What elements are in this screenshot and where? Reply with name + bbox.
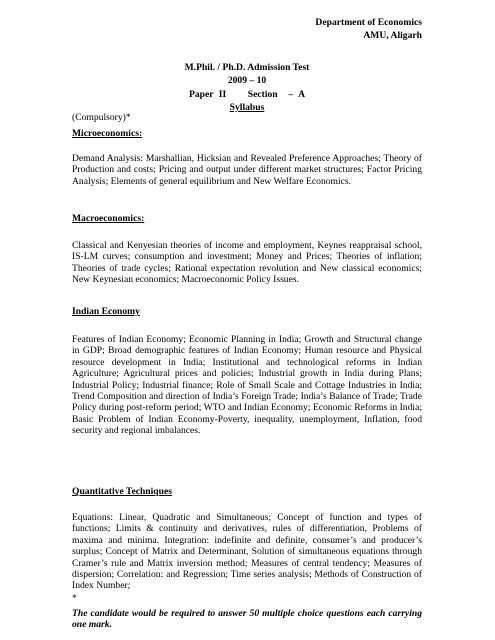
department-name: Department of Economics [315,17,422,28]
paper-section: Paper II Section – A [188,88,306,100]
test-title: M.Phil. / Ph.D. Admission Test [184,62,310,73]
section-body: Equations: Linear, Quadratic and Simultaneous; Concept of function and types of functions; Limits & continuity and derivatives, rules of differentiation, Problems of maxima and minima. Integration: indefinite and definite, consumer’s and producer’s surplus; Concept of Matrix and Determinant, Solution of simultaneous equations through Cramer’s rule and Matrix inversion method; Measures of central tendency; Measures of dispersion; Correlation: and Regression; Time series analysis; Methods of Construction of Index Number; [72,512,422,592]
department-header [315,16,422,43]
footnote-marker: * [72,593,77,604]
section-heading: Macroeconomics: [72,213,145,224]
section-indian-economy [72,306,422,317]
university-name: AMU, Aligarh [363,30,422,42]
document-title [72,61,422,115]
section-body: Features of Indian Economy; Economic Planning in India; Growth and Structural change in GDP; Broad demographic features of Indian Economy; Human resource and Physical resource development in India; Institutional and technological reforms in Indian Agriculture; Agricultural prices and policies; Industrial growth in India during Plans; Industrial Policy; Industrial finance; Role of Small Scale and Cottage Industries in India; Trend Composition and direction of India’s Foreign Trade; India’s Balance of Trade; Trade Policy during post-reform period; WTO and Indian Economy; Economic Reforms in India; Basic Problem of Indian Economy-Poverty, inequality, unemployment, Inflation, food security and regional imbalances. [72,334,422,437]
section-heading: Quantitative Techniques [72,486,172,497]
section-quantitative-techniques [72,486,422,497]
section-body: Demand Analysis: Marshallian, Hicksian and Revealed Preference Approaches; Theory of Production and costs; Pricing and output under different market structures; Factor Pricing Analysis; Elements of general equilibrium and New Welfare Economics. [72,153,422,187]
session-year: 2009 – 10 [227,75,267,87]
document-page [72,0,422,640]
section-heading: Microeconomics: [72,128,143,139]
section-body: Classical and Kenyesian theories of income and employment, Keynes reappraisal school, IS-LM curves; consumption and investment; Money and Prices; Theories of inflation; Theories of trade cycles; Rational expectation revolution and New classical economics; New Keynesian economics; Macroeconomic Policy Issues. [72,240,422,286]
section-microeconomics [72,128,422,139]
section-heading: Indian Economy [72,306,140,317]
compulsory-label: (Compulsory)* [72,112,131,123]
section-macroeconomics [72,213,422,224]
syllabus-label: Syllabus [229,102,265,114]
footnote-text: The candidate would be required to answer 50 multiple choice questions each carrying one mark. [72,608,422,631]
